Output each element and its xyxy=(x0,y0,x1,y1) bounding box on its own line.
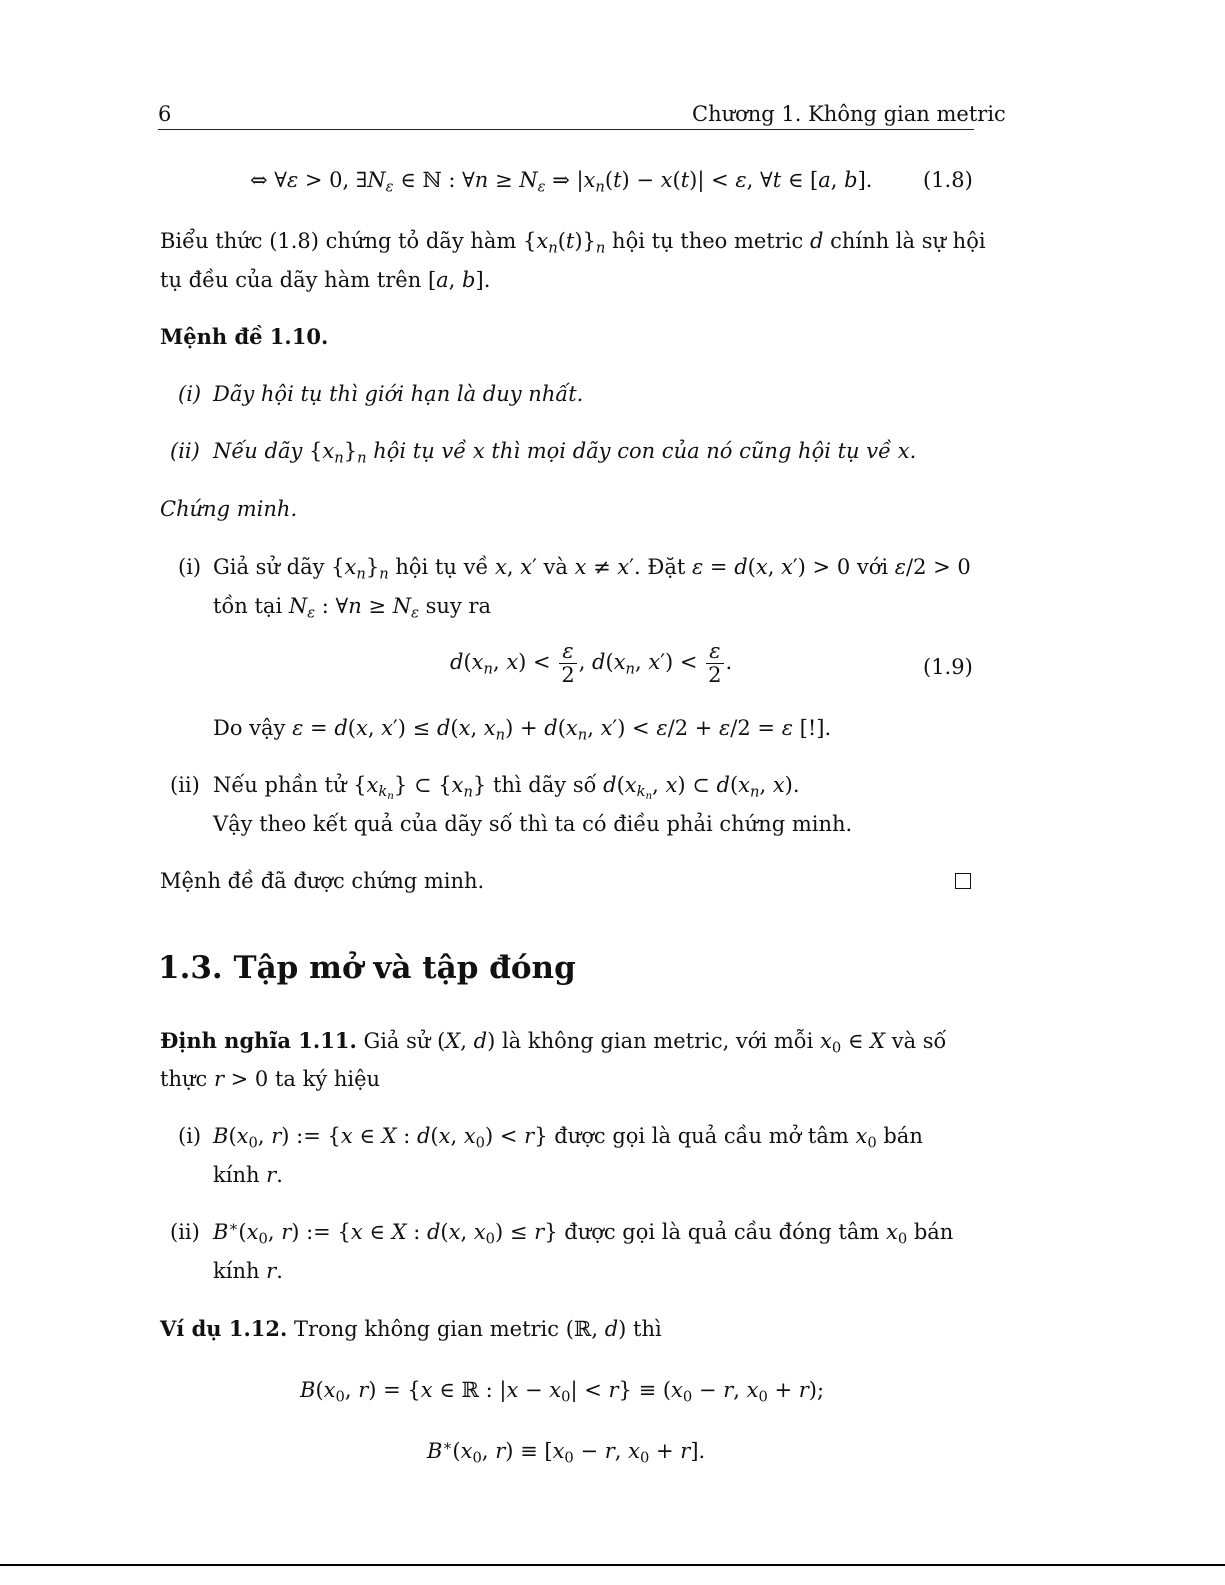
proof-line: Nếu phần tử $\{x_{k_n}\}$ ⊂ $\{x_n\}$ thì dãy số $d(x_{k_n}$, x) ⊂ $d(x_n$, x). xyxy=(213,773,800,803)
bottom-edge xyxy=(0,1564,1225,1566)
example-equation: $B(x_0$, r) = {x ∈ ℝ : $|x - x_0| < r\} \equiv (x_0 - r$, $x_0 + r$); xyxy=(300,1378,825,1406)
page-number: 6 xyxy=(158,102,172,126)
list-label: (ii) xyxy=(170,439,200,463)
example-equation: $B^∗(x_0$, $r) \equiv [x_0 - r$, $x_0 + r$]. xyxy=(427,1437,706,1467)
paragraph-line: Biểu thức (1.8) chứng tỏ dãy hàm $\{x_n(t)\}_n$ hội tụ theo metric d chính là sự hội xyxy=(160,229,986,257)
proof-line: Giả sử dãy $\{x_n\}_n$ hội tụ về x, x′ và x ≠ x′. Đặt ε = d(x, x′) > 0 với ε/2 > 0 xyxy=(213,555,971,583)
proposition-item: Dãy hội tụ thì giới hạn là duy nhất. xyxy=(213,382,584,406)
equation-number-1-9: (1.9) xyxy=(923,655,973,679)
equation-1-8: ⇔ ∀ε > 0, $\exists N_\varepsilon$ ∈ ℕ : ∀n ≥ $N_\varepsilon$ ⇒ $|x_n(t) - x(t)| < \varepsilon$, ∀t ∈ [a, b]. xyxy=(250,168,873,196)
definition-line: thực r > 0 ta ký hiệu xyxy=(160,1067,381,1091)
section-heading: 1.3. Tập mở và tập đóng xyxy=(158,950,576,986)
proof-title: Chứng minh. xyxy=(160,497,298,521)
example-line: Ví dụ 1.12. Trong không gian metric (ℝ, d) thì xyxy=(160,1316,662,1341)
paragraph-line: tụ đều của dãy hàm trên [a, b]. xyxy=(160,268,491,292)
list-label: (i) xyxy=(178,1124,202,1148)
proposition-title: Mệnh đề 1.10. xyxy=(160,324,329,349)
equation-number-1-8: (1.8) xyxy=(923,168,973,192)
definition-item: $B(x_0$, r) := {x ∈ X : d(x, $x_0) < r$} được gọi là quả cầu mở tâm $x_0$ bán xyxy=(213,1124,923,1152)
list-label: (ii) xyxy=(170,773,200,797)
proposition-item: Nếu dãy $\{x_n\}_n$ hội tụ về x thì mọi dãy con của nó cũng hội tụ về x. xyxy=(213,439,917,467)
qed-box-icon xyxy=(955,873,971,889)
definition-item: kính r. xyxy=(213,1163,283,1187)
list-label: (ii) xyxy=(170,1220,200,1244)
equation-1-9: $d(x_n$, x) < $\frac{\varepsilon}{2}$ , $d(x_n$, x′) < $\frac{\varepsilon}{2}$ . xyxy=(450,639,733,688)
header-rule xyxy=(158,129,974,130)
definition-line: Định nghĩa 1.11. Giả sử (X, d) là không gian metric, với mỗi $x_0$ ∈ X và số xyxy=(160,1028,947,1057)
list-label: (i) xyxy=(178,555,202,579)
running-title: Chương 1. Không gian metric xyxy=(692,102,1006,126)
proof-conclusion: Mệnh đề đã được chứng minh. xyxy=(160,869,485,893)
list-label: (i) xyxy=(178,382,202,406)
proof-line: Do vậy ε = d(x, x′) ≤ d(x, $x_n) + d(x_n$, x′) < ε/2 + ε/2 = ε [!]. xyxy=(213,716,832,744)
proof-line: tồn tại $N_\varepsilon$ : ∀n ≥ $N_\varepsilon$ suy ra xyxy=(213,594,492,622)
definition-item: $B^∗(x_0$, r) := {x ∈ X : d(x, $x_0) \le r$} được gọi là quả cầu đóng tâm $x_0$ bán xyxy=(213,1218,954,1248)
definition-item: kính r. xyxy=(213,1259,283,1283)
proof-line: Vậy theo kết quả của dãy số thì ta có điều phải chứng minh. xyxy=(213,812,853,836)
